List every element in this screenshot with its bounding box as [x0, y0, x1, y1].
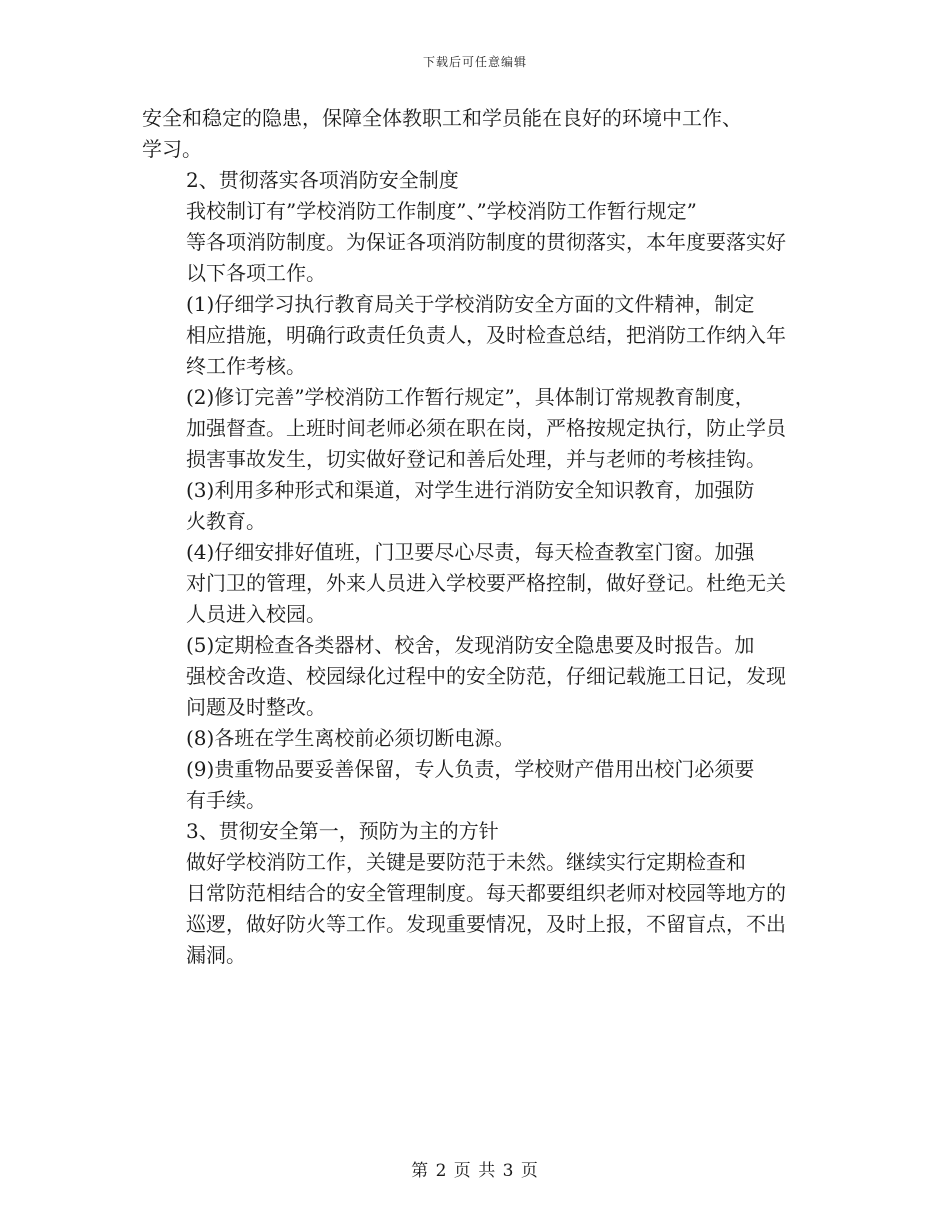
paragraph-line: (2)修订完善”学校消防工作暂行规定”，具体制订常规教育制度， [186, 385, 755, 409]
paragraph-line: 问题及时整改。 [186, 695, 326, 719]
paragraph-line: 火教育。 [186, 509, 266, 533]
paragraph-line: 我校制订有”学校消防工作制度”、”学校消防工作暂行规定” [186, 199, 697, 223]
paragraph-line: 3、贯彻安全第一，预防为主的方针 [186, 819, 499, 843]
paragraph-line: 强校舍改造、校园绿化过程中的安全防范，仔细记载施工日记，发现 [186, 664, 786, 688]
paragraph-line: 日常防范相结合的安全管理制度。每天都要组织老师对校园等地方的 [186, 881, 786, 905]
paragraph-line: (4)仔细安排好值班，门卫要尽心尽责，每天检查教室门窗。加强 [186, 540, 755, 564]
paragraph-line: 做好学校消防工作，关键是要防范于未然。继续实行定期检查和 [186, 850, 746, 874]
paragraph [142, 816, 812, 847]
paragraph [142, 289, 812, 382]
document-body [142, 103, 812, 971]
paragraph-line: 终工作考核。 [186, 354, 306, 378]
paragraph [142, 382, 812, 475]
paragraph-line: 相应措施，明确行政责任负责人，及时检查总结，把消防工作纳入年 [186, 323, 786, 347]
paragraph-line: (9)贵重物品要妥善保留，专人负责，学校财产借用出校门必须要 [186, 757, 755, 781]
paragraph [142, 723, 812, 754]
paragraph-line: 2、贯彻落实各项消防安全制度 [186, 168, 459, 192]
paragraph-line: 加强督查。上班时间老师必须在职在岗，严格按规定执行，防止学员 [186, 416, 786, 440]
paragraph-line: 等各项消防制度。为保证各项消防制度的贯彻落实，本年度要落实好 [186, 230, 786, 254]
paragraph-line: (3)利用多种形式和渠道，对学生进行消防安全知识教育，加强防 [186, 478, 755, 502]
paragraph-line: 损害事故发生，切实做好登记和善后处理，并与老师的考核挂钩。 [186, 447, 766, 471]
paragraph [142, 754, 812, 816]
page-header: 下载后可任意编辑 [422, 55, 527, 69]
paragraph-line: 学习。 [142, 137, 202, 161]
paragraph-line: (5)定期检查各类器材、校舍，发现消防安全隐患要及时报告。加 [186, 633, 755, 657]
paragraph-line: (8)各班在学生离校前必须切断电源。 [186, 726, 515, 750]
paragraph-line: 巡逻，做好防火等工作。发现重要情况，及时上报，不留盲点，不出 [186, 912, 786, 936]
paragraph-line: 漏洞。 [186, 943, 246, 967]
paragraph-line: (1)仔细学习执行教育局关于学校消防安全方面的文件精神，制定 [186, 292, 755, 316]
paragraph [142, 103, 812, 165]
paragraph [142, 630, 812, 723]
paragraph-line: 安全和稳定的隐患，保障全体教职工和学员能在良好的环境中工作、 [142, 106, 742, 130]
paragraph [142, 847, 812, 971]
paragraph [142, 196, 812, 289]
paragraph [142, 165, 812, 196]
paragraph [142, 475, 812, 537]
paragraph-line: 有手续。 [186, 788, 266, 812]
page-footer: 第 2 页 共 3 页 [411, 1161, 539, 1181]
paragraph-line: 对门卫的管理，外来人员进入学校要严格控制，做好登记。杜绝无关 [186, 571, 786, 595]
paragraph-line: 人员进入校园。 [186, 602, 326, 626]
paragraph-line: 以下各项工作。 [186, 261, 326, 285]
paragraph [142, 537, 812, 630]
